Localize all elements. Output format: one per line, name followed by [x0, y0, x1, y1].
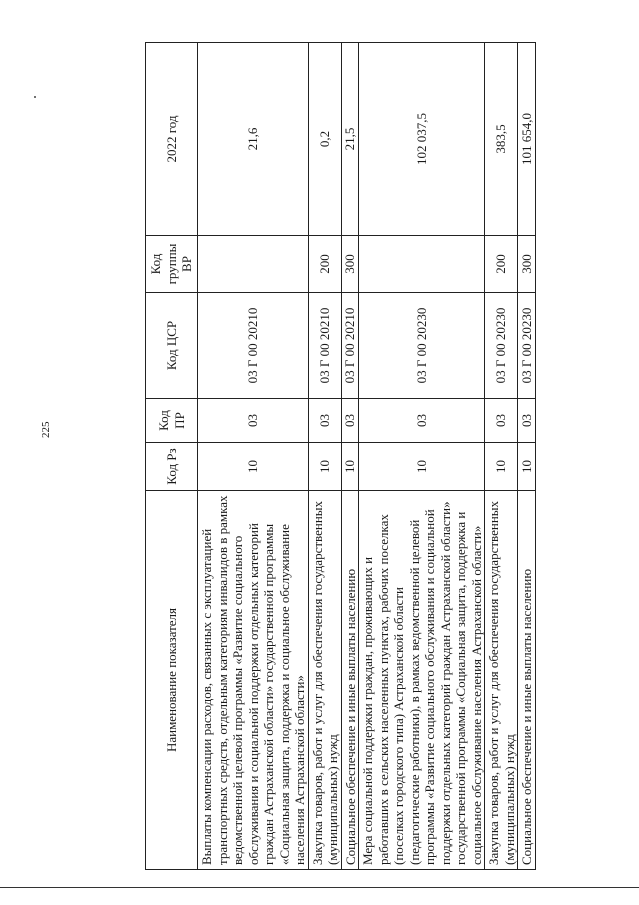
row-csr: 03 Г 00 20210: [198, 293, 309, 399]
row-csr: 03 Г 00 20210: [341, 293, 359, 399]
row-name: Закупка товаров, работ и услуг для обеспечения государственных (муниципальных) нужд: [308, 491, 341, 870]
table-row: [518, 43, 536, 870]
row-value: 0,2: [308, 43, 341, 236]
row-pr: 03: [198, 399, 309, 443]
row-rz: 10: [341, 443, 359, 491]
row-vr: [359, 236, 485, 293]
row-pr: 03: [485, 399, 518, 443]
table-row: [359, 43, 485, 870]
row-rz: 10: [198, 443, 309, 491]
row-pr: 03: [341, 399, 359, 443]
page-number: 225: [40, 421, 52, 438]
row-pr: 03: [359, 399, 485, 443]
row-csr: 03 Г 00 20210: [308, 293, 341, 399]
row-csr: 03 Г 00 20230: [518, 293, 536, 399]
row-csr: 03 Г 00 20230: [359, 293, 485, 399]
row-vr: 300: [518, 236, 536, 293]
row-vr: 300: [341, 236, 359, 293]
header-vr: Код группы ВР: [146, 236, 198, 293]
row-value: 383,5: [485, 43, 518, 236]
rotated-table-container: [145, 43, 534, 870]
table-row: [485, 43, 518, 870]
header-name: Наименование показателя: [146, 491, 198, 870]
row-rz: 10: [518, 443, 536, 491]
row-csr: 03 Г 00 20230: [485, 293, 518, 399]
row-value: 21,5: [341, 43, 359, 236]
header-rz: Код Рз: [146, 443, 198, 491]
row-name: Социальное обеспечение и иные выплаты населению: [518, 491, 536, 870]
row-pr: 03: [518, 399, 536, 443]
budget-table: [145, 42, 536, 870]
header-csr: Код ЦСР: [146, 293, 198, 399]
row-rz: 10: [308, 443, 341, 491]
header-year: 2022 год: [146, 43, 198, 236]
row-name: Мера социальной поддержки граждан, проживающих и работавших в сельских населенных пунктах, рабочих поселках (поселках городского типа) Астраханской области (педагогические работники), в рамках ведомственной целевой программы «Развитие социального обслуживания и социальной поддержки отдельных категорий граждан Астраханской области» государственной программы «Социальная защита, поддержка и социальное обслуживание населения Астраханской области»: [359, 491, 485, 870]
row-value: 101 654,0: [518, 43, 536, 236]
row-name: Закупка товаров, работ и услуг для обеспечения государственных (муниципальных) нужд: [485, 491, 518, 870]
row-value: 102 037,5: [359, 43, 485, 236]
row-rz: 10: [485, 443, 518, 491]
bottom-rule: [0, 887, 639, 888]
header-row: [146, 43, 198, 870]
scan-speck: [34, 96, 36, 98]
row-name: Выплаты компенсации расходов, связанных с эксплуатацией транспортных средств, отдельным категориям инвалидов в рамках ведомственной целевой программы «Развитие социального обслуживания и социальной поддержки отдельных категорий граждан Астраханской области» государственной программы «Социальная защита, поддержка и социальное обслуживание населения Астраханской области»: [198, 491, 309, 870]
table-row: [308, 43, 341, 870]
table-row: [198, 43, 309, 870]
row-vr: 200: [308, 236, 341, 293]
row-name: Социальное обеспечение и иные выплаты населению: [341, 491, 359, 870]
header-pr: Код ПР: [146, 399, 198, 443]
row-rz: 10: [359, 443, 485, 491]
row-vr: [198, 236, 309, 293]
row-pr: 03: [308, 399, 341, 443]
row-value: 21,6: [198, 43, 309, 236]
table-row: [341, 43, 359, 870]
row-vr: 200: [485, 236, 518, 293]
